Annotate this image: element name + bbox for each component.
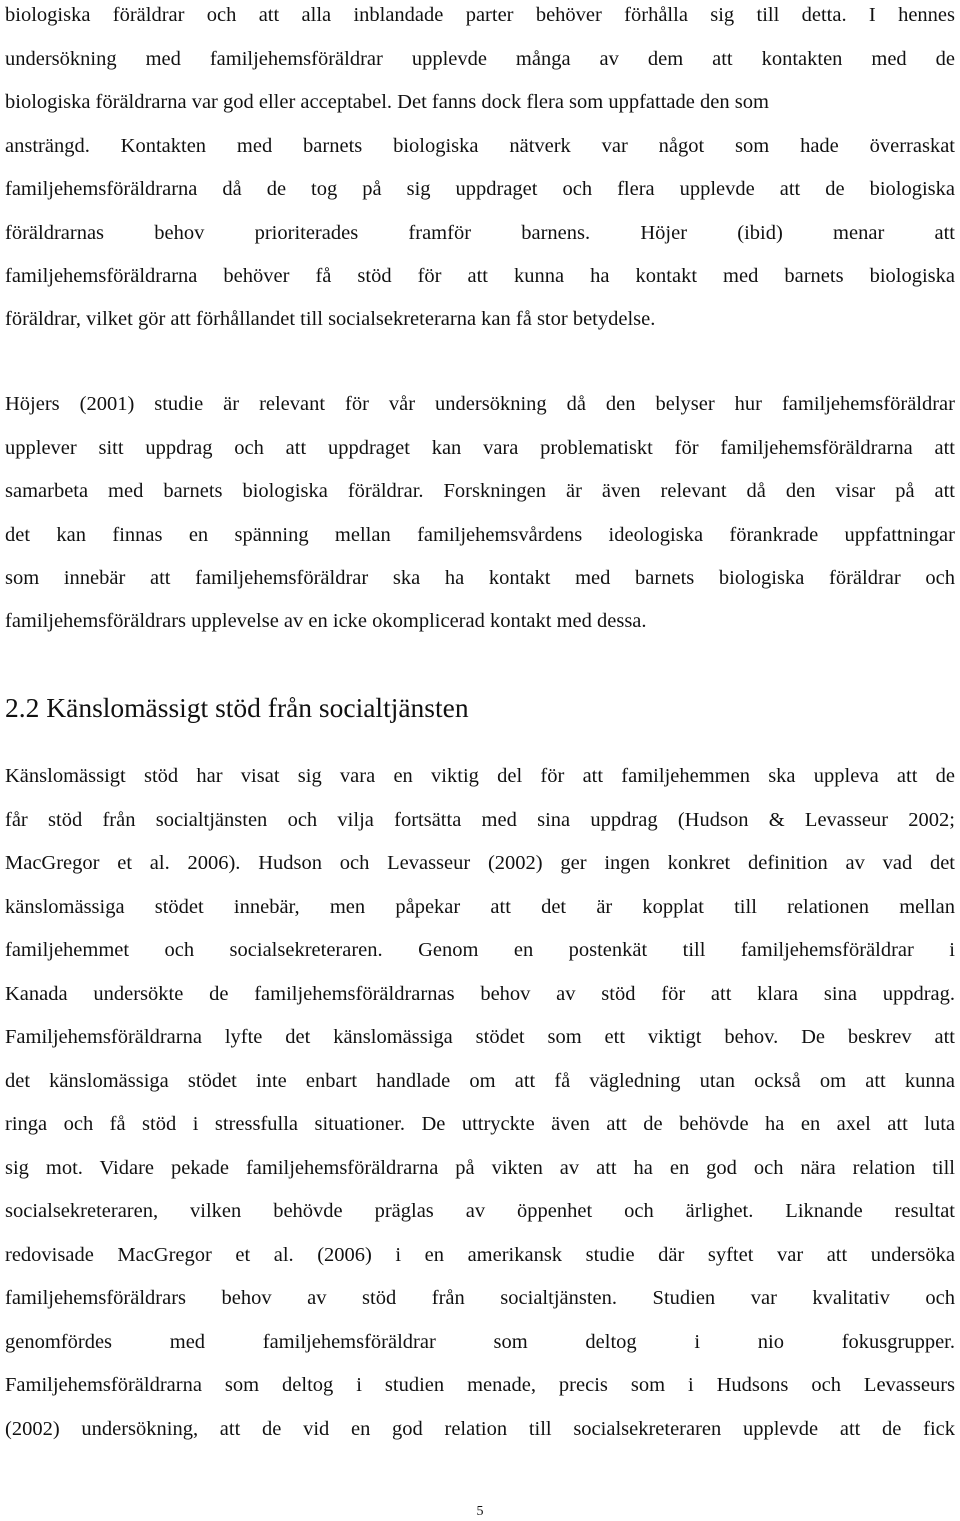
text-line: familjehemsföräldrars behov av stöd från socialtjänsten. Studien var kvalitativ och	[5, 1287, 955, 1309]
text-line: MacGregor et al. 2006). Hudson och Levasseur (2002) ger ingen konkret definition av vad det	[5, 852, 955, 874]
text-line: Familjehemsföräldrarna lyfte det känslomässiga stödet som ett viktigt behov. De beskrev att	[5, 1026, 955, 1048]
text-line: genomfördes med familjehemsföräldrar som deltog i nio fokusgrupper.	[5, 1331, 955, 1353]
text-line: känslomässiga stödet innebär, men påpekar att det är kopplat till relationen mellan	[5, 896, 955, 918]
text-line: Familjehemsföräldrarna som deltog i studien menade, precis som i Hudsons och Levasseurs	[5, 1374, 955, 1396]
text-line: som innebär att familjehemsföräldrar ska ha kontakt med barnets biologiska föräldrar och	[5, 567, 955, 589]
text-line: det kan finnas en spänning mellan familjehemsvårdens ideologiska förankrade uppfattningar	[5, 524, 955, 546]
text-line: Känslomässigt stöd har visat sig vara en viktig del för att familjehemmen ska uppleva att de	[5, 765, 955, 787]
text-line: ringa och få stöd i stressfulla situationer. De uttryckte även att de behövde ha en axel att luta	[5, 1113, 955, 1135]
text-line: föräldrarnas behov prioriterades framför barnens. Höjer (ibid) menar att	[5, 222, 955, 244]
text-line: Kanada undersökte de familjehemsföräldrarnas behov av stöd för att klara sina uppdrag.	[5, 983, 955, 1005]
text-line: det känslomässiga stödet inte enbart handlade om att få vägledning utan också om att kunna	[5, 1070, 955, 1092]
text-line: redovisade MacGregor et al. (2006) i en amerikansk studie där syftet var att undersöka	[5, 1244, 955, 1266]
text-line: socialsekreteraren, vilken behövde präglas av öppenhet och ärlighet. Liknande resultat	[5, 1200, 955, 1222]
text-line: familjehemsföräldrarna behöver få stöd för att kunna ha kontakt med barnets biologiska	[5, 265, 955, 287]
text-line: familjehemsföräldrarna då de tog på sig uppdraget och flera upplevde att de biologiska	[5, 178, 955, 200]
text-line: sig mot. Vidare pekade familjehemsföräldrarna på vikten av att ha en god och nära relation till	[5, 1157, 955, 1179]
text-line: upplever sitt uppdrag och att uppdraget kan vara problematiskt för familjehemsföräldrarna att	[5, 437, 955, 459]
text-line: undersökning med familjehemsföräldrar upplevde många av dem att kontakten med de	[5, 48, 955, 70]
text-line: Höjers (2001) studie är relevant för vår undersökning då den belyser hur familjehemsföräldrar	[5, 393, 955, 415]
page-number: 5	[476, 1504, 484, 1519]
text-line: ansträngd. Kontakten med barnets biologiska nätverk var något som hade överraskat	[5, 135, 955, 157]
text-line: (2002) undersökning, att de vid en god relation till socialsekreteraren upplevde att de fick	[5, 1418, 955, 1440]
text-line: familjehemsföräldrars upplevelse av en icke okomplicerad kontakt med dessa.	[5, 610, 647, 632]
text-line: familjehemmet och socialsekreteraren. Genom en postenkät till familjehemsföräldrar i	[5, 939, 955, 961]
text-line: samarbeta med barnets biologiska föräldrar. Forskningen är även relevant då den visar på att	[5, 480, 955, 502]
text-line: föräldrar, vilket gör att förhållandet till socialsekreterarna kan få stor betydelse.	[5, 308, 656, 330]
text-line: biologiska föräldrarna var god eller acceptabel. Det fanns dock flera som uppfattade den som	[5, 91, 769, 113]
section-heading: 2.2 Känslomässigt stöd från socialtjänsten	[5, 692, 469, 723]
text-line: får stöd från socialtjänsten och vilja fortsätta med sina uppdrag (Hudson & Levasseur 2002;	[5, 809, 955, 831]
text-line: biologiska föräldrar och att alla inblandade parter behöver förhålla sig till detta. I hennes	[5, 4, 955, 26]
